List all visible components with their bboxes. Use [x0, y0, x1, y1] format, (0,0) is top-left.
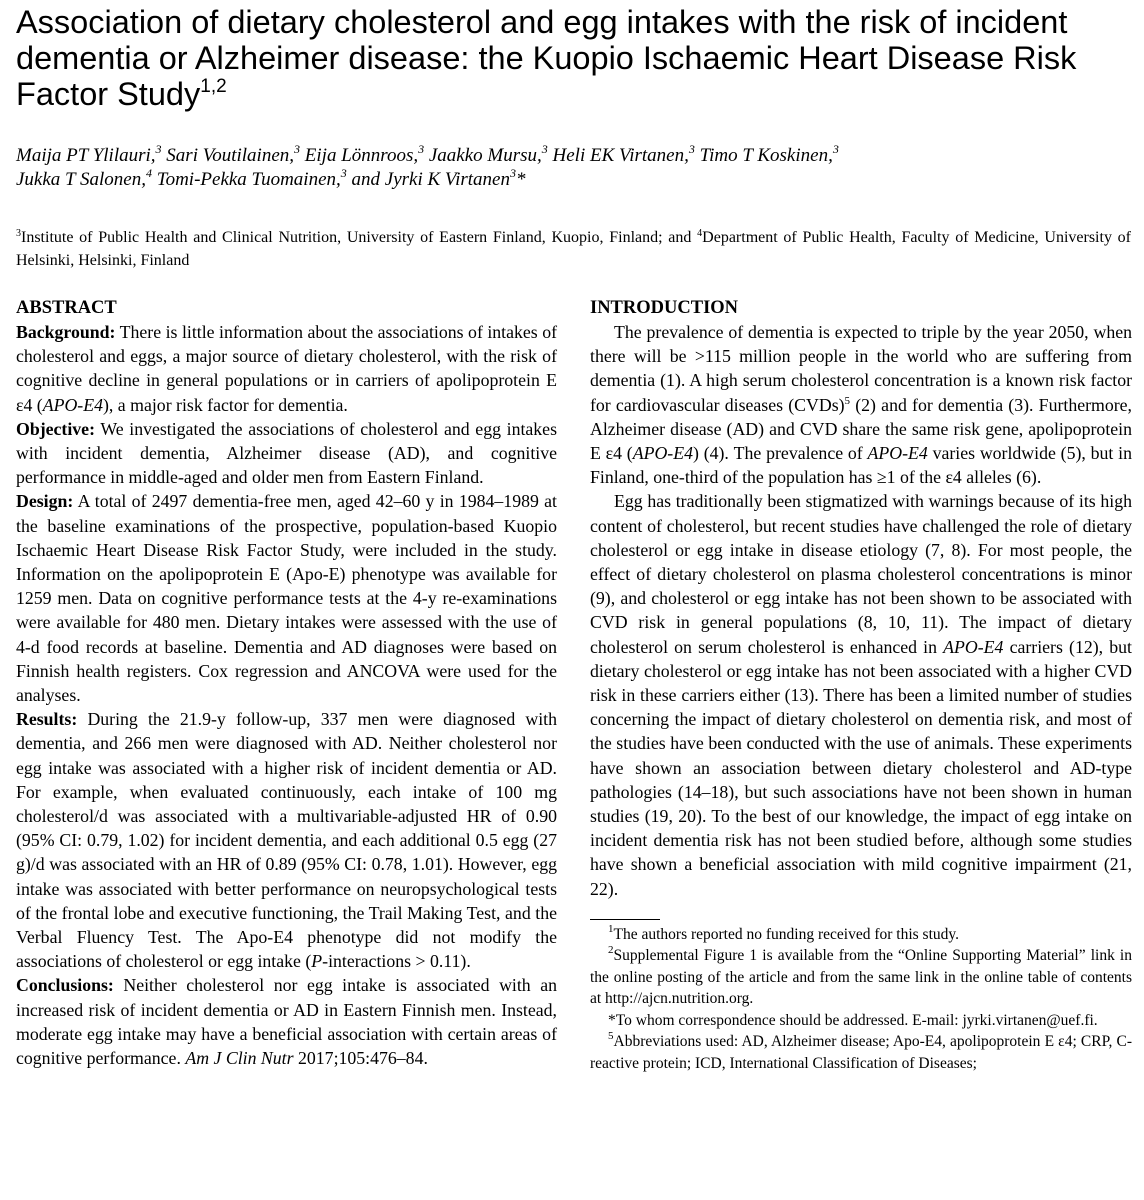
- background-label: Background:: [16, 322, 116, 342]
- apo-e4-term: APO-E4: [943, 636, 1004, 657]
- affiliation-mark: 4: [697, 228, 703, 239]
- author: Heli EK Virtanen,: [552, 145, 689, 166]
- author: and Jyrki K Virtanen: [351, 169, 510, 190]
- intro-text: Egg has traditionally been stigmatized with warnings because of its high content of cholesterol, but recent studies have challenged the role of dietary cholesterol or egg intake in disease etiology (7, 8). For most people, the effect of dietary cholesterol on plasma cholesterol concentrations is minor (9), and cholesterol or egg intake has not been shown to be associated with CVD risk in general populations (8, 10, 11). The impact of dietary cholesterol on serum cholesterol is enhanced in: [590, 491, 1132, 657]
- author-affiliation-mark: 3: [688, 142, 695, 156]
- conclusions-text: Neither cholesterol nor egg intake is associated with an increased risk of incident dementia or AD in Eastern Finnish men. Instead, moderate egg intake may have a beneficial association with certain areas of cognitive performance.: [16, 975, 557, 1069]
- results-text-end: -interactions > 0.11).: [322, 951, 471, 972]
- objective-label: Objective:: [16, 418, 95, 439]
- affiliation-text: Department of Public Health, Faculty of Medicine, University of Helsinki, Helsinki, Finland: [16, 229, 1132, 269]
- background-text-end: ), a major risk factor for dementia.: [102, 394, 348, 415]
- author-affiliation-mark: 3: [832, 142, 839, 156]
- author-affiliation-mark: 3: [418, 142, 425, 156]
- author-list: [16, 144, 1131, 192]
- apo-e4-term: APO-E4: [42, 394, 103, 415]
- objective-text: We investigated the associations of cholesterol and egg intakes with incident dementia, Alzheimer disease (AD), and cognitive performance in middle-aged and older men from Eastern Finland.: [16, 418, 557, 488]
- introduction-column: [590, 296, 1132, 1074]
- footnote-mark: 5: [844, 394, 851, 407]
- intro-text: (2) and for dementia (3). Furthermore, Alzheimer disease (AD) and CVD share the same risk gene, apolipoprotein E ε4 (: [590, 394, 1133, 464]
- affiliation-text: Institute of Public Health and Clinical Nutrition, University of Eastern Finland, Kuopio, Finland; and: [21, 229, 692, 246]
- author-affiliation-mark: 3: [155, 142, 162, 156]
- title-footnote-marks: 1,2: [200, 76, 227, 97]
- author-affiliation-mark: 3: [294, 142, 301, 156]
- abstract-column: [16, 296, 557, 1070]
- footnote: [590, 1031, 1132, 1074]
- affiliations: [16, 226, 1131, 272]
- intro-text: carriers (12), but dietary cholesterol or egg intake has not been associated with a higher CVD risk in these carriers either (13). There has been a limited number of studies concerning the impact of dietary cholesterol on dementia risk, and most of the studies have been conducted with the use of animals. These experiments have shown an association between dietary cholesterol and AD-type pathologies (14–18), but such associations have not been shown in human studies (19, 20). To the best of our knowledge, the impact of egg intake on incident dementia risk has not been studied before, although some studies have shown a beneficial association with mild cognitive impairment (21, 22).: [590, 636, 1132, 899]
- affiliation-mark: 3: [16, 228, 21, 239]
- citation-journal: Am J Clin Nutr: [185, 1048, 294, 1069]
- footnote-mark: 2: [608, 944, 614, 957]
- intro-text: The prevalence of dementia is expected to triple by the year 2050, when there will be >115 million people in the world who are suffering from dementia (1). A high serum cholesterol concentration is a known risk factor for cardiovascular diseases (CVDs): [590, 322, 1132, 415]
- author-affiliation-mark: 3: [510, 166, 516, 180]
- abstract-heading: ABSTRACT: [16, 298, 117, 318]
- footnote-text: Supplemental Figure 1 is available from the “Online Supporting Material” link in the online posting of the article and from the same link in the online table of contents at http://ajcn.nutrition.org.: [590, 947, 1132, 1008]
- introduction-heading: INTRODUCTION: [590, 298, 739, 318]
- introduction-paragraph: [590, 489, 1132, 900]
- footnote-text: Abbreviations used: AD, Alzheimer disease; Apo-E4, apolipoprotein E ε4; CRP, C-reactive protein; ICD, International Classification of Diseases;: [590, 1033, 1132, 1072]
- author-affiliation-mark: 4: [146, 166, 152, 180]
- footnote-divider: [590, 919, 660, 920]
- design-label: Design:: [16, 491, 74, 512]
- abstract-results: [16, 707, 557, 973]
- footnote: [590, 945, 1132, 1010]
- author: Jukka T Salonen,: [16, 169, 146, 190]
- article-title: [16, 4, 1126, 112]
- conclusions-label: Conclusions:: [16, 975, 114, 996]
- author: Sari Voutilainen,: [166, 145, 295, 166]
- results-text: During the 21.9-y follow-up, 337 men were diagnosed with dementia, and 266 men were diagnosed with AD. Neither cholesterol nor egg intake was associated with a higher risk of incident dementia or AD. For example, when evaluated continuously, each intake of 100 mg cholesterol/d was associated with a multivariable-adjusted HR of 0.90 (95% CI: 0.79, 1.02) for incident dementia, and each additional 0.5 egg (27 g)/d was associated with an HR of 0.89 (95% CI: 0.78, 1.01). However, egg intake was associated with better performance on neuropsychological tests of the frontal lobe and executive functioning, the Trail Making Test, and the Verbal Fluency Test. The Apo-E4 phenotype did not modify the associations of cholesterol or egg intake (: [16, 709, 558, 972]
- author: Tomi-Pekka Tuomainen,: [156, 169, 341, 190]
- abstract-conclusions: [16, 973, 557, 1070]
- introduction-paragraph: [590, 320, 1132, 489]
- results-label: Results:: [16, 709, 78, 730]
- apo-e4-term: APO-E4: [867, 443, 928, 464]
- p-symbol: P: [311, 951, 323, 972]
- abstract-background: [16, 320, 557, 417]
- apo-e4-term: APO-E4: [632, 443, 693, 464]
- footnote-mark: 5: [608, 1030, 614, 1043]
- abstract-design: [16, 489, 557, 707]
- abstract-objective: [16, 417, 557, 490]
- author: Maija PT Ylilauri,: [16, 145, 156, 166]
- author: Jaakko Mursu,: [428, 145, 542, 166]
- design-text: A total of 2497 dementia-free men, aged 42–60 y in 1984–1989 at the baseline examinations of the prospective, population-based Kuopio Ischaemic Heart Disease Risk Factor Study, were included in the study. Information on the apolipoprotein E (Apo-E) phenotype was available for 1259 men. Data on cognitive performance tests at the 4-y re-examinations were available for 480 men. Dietary intakes were assessed with the use of 4-d food records at baseline. Dementia and AD diagnoses were based on Finnish health registers. Cox regression and ANCOVA were used for the analyses.: [16, 491, 557, 706]
- citation-details: 2017;105:476–84.: [298, 1048, 428, 1069]
- intro-text: ) (4). The prevalence of: [692, 443, 863, 464]
- author-affiliation-mark: 3: [541, 142, 548, 156]
- author: Eija Lönnroos,: [304, 145, 419, 166]
- footnote-mark: 1: [608, 922, 614, 935]
- author: Timo T Koskinen,: [699, 145, 833, 166]
- background-text: There is little information about the associations of intakes of cholesterol and eggs, a major source of dietary cholesterol, with the risk of cognitive decline in general populations or in carriers of apolipoprotein E ε4 (: [16, 322, 558, 415]
- footnote-text: The authors reported no funding received for this study.: [613, 925, 959, 943]
- intro-text: varies worldwide (5), but in Finland, one-third of the population has ≥1 of the ε4 alleles (6).: [590, 443, 1132, 488]
- author-affiliation-mark: 3: [340, 166, 347, 180]
- title-text: Association of dietary cholesterol and egg intakes with the risk of incident dementia or Alzheimer disease: the Kuopio Ischaemic Heart Disease Risk Factor Study: [16, 4, 1077, 112]
- footnote-text: *To whom correspondence should be addressed. E-mail: jyrki.virtanen@uef.fi.: [608, 1011, 1098, 1029]
- footnote: [590, 924, 1132, 946]
- footnote: [590, 1010, 1132, 1032]
- corresponding-author-mark: *: [516, 169, 526, 190]
